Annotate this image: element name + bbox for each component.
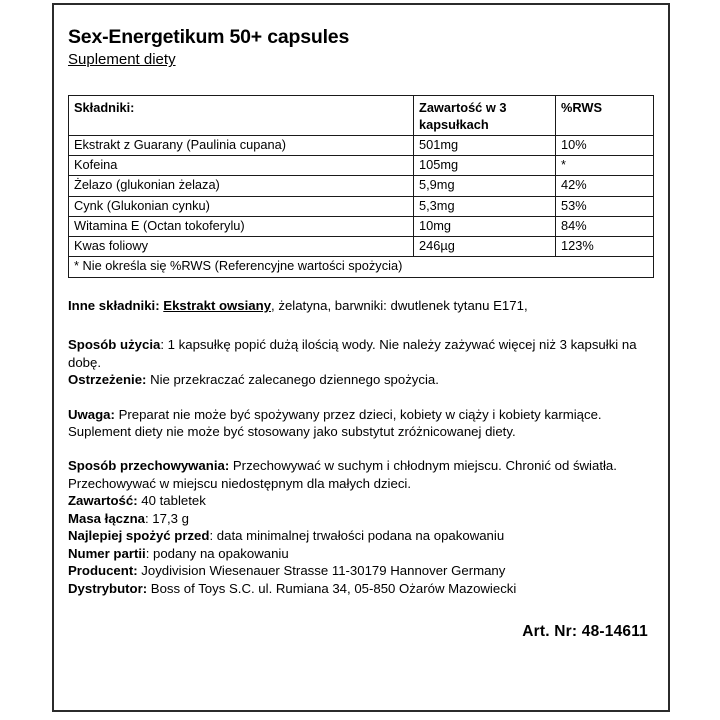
usage-line <box>68 336 654 371</box>
rws-footnote: * Nie określa się %RWS (Referencyjne wartości spożycia) <box>69 257 654 277</box>
table-row <box>69 156 654 176</box>
detail-line-distributor <box>68 580 654 598</box>
product-label-card <box>52 3 670 712</box>
other-ingredients-label: Inne składniki: <box>68 297 160 313</box>
detail-label: Producent: <box>68 563 138 579</box>
nutrition-table <box>68 95 654 277</box>
nutrition-table-head <box>69 96 654 136</box>
cell-ingredient-rws: 84% <box>556 216 654 236</box>
table-row <box>69 216 654 236</box>
storage-line <box>68 457 654 492</box>
detail-label: Dystrybutor: <box>68 580 148 596</box>
detail-label: Zawartość: <box>68 493 138 509</box>
table-row <box>69 176 654 196</box>
cell-ingredient-amount: 501mg <box>414 135 556 155</box>
notice-label: Uwaga: <box>68 406 115 422</box>
product-subtitle: Suplement diety <box>68 51 176 69</box>
table-footnote-row <box>69 257 654 277</box>
storage-text: Przechowywać w suchym i chłodnym miejscu. Chronić od światła. Przechowywać w miejscu niedostępnym dla małych dzieci. <box>68 457 617 491</box>
notice-line <box>68 406 654 441</box>
table-header-row <box>69 96 654 136</box>
warning-line <box>68 371 654 389</box>
cell-ingredient-rws: 53% <box>556 196 654 216</box>
label-text-body <box>68 278 654 598</box>
column-header-ingredients: Składniki: <box>69 96 414 136</box>
warning-label: Ostrzeżenie: <box>68 372 147 388</box>
detail-value: : data minimalnej trwałości podana na opakowaniu <box>209 528 505 544</box>
nutrition-table-body <box>69 135 654 277</box>
spacer <box>68 441 654 457</box>
detail-value: Boss of Toys S.C. ul. Rumiana 34, 05-850 Ożarów Mazowiecki <box>147 580 517 596</box>
table-row <box>69 135 654 155</box>
spacer <box>68 389 654 406</box>
cell-ingredient-name: Kwas foliowy <box>69 237 414 257</box>
detail-line-contents <box>68 492 654 510</box>
detail-line-batch-number <box>68 545 654 563</box>
label-inner-content <box>54 5 668 710</box>
cell-ingredient-amount: 105mg <box>414 156 556 176</box>
usage-text: : 1 kapsułkę popić dużą ilością wody. Nie należy zażywać więcej niż 3 kapsułki na dobę. <box>68 337 637 370</box>
cell-ingredient-name: Ekstrakt z Guarany (Paulinia cupana) <box>69 135 414 155</box>
detail-value: 40 tabletek <box>137 493 206 509</box>
cell-ingredient-name: Żelazo (glukonian żelaza) <box>69 176 414 196</box>
detail-value: : podany na opakowaniu <box>145 545 289 561</box>
detail-value: : 17,3 g <box>144 510 189 526</box>
other-ingredients-highlight: Ekstrakt owsiany <box>163 297 272 313</box>
cell-ingredient-amount: 10mg <box>414 216 556 236</box>
detail-value: Joydivision Wiesenauer Strasse 11-30179 Hannover Germany <box>137 563 506 579</box>
cell-ingredient-rws: 42% <box>556 176 654 196</box>
notice-text: Preparat nie może być spożywany przez dzieci, kobiety w ciąży i kobiety karmiące. Suplement diety nie może być stosowany jako substytut zróżnicowanej diety. <box>68 406 602 440</box>
other-ingredients-rest: , żelatyna, barwniki: dwutlenek tytanu E171, <box>271 297 528 313</box>
page-title: Sex-Energetikum 50+ capsules <box>68 26 350 48</box>
table-row <box>69 196 654 216</box>
detail-label: Masa łączna <box>68 510 145 526</box>
cell-ingredient-name: Kofeina <box>69 156 414 176</box>
cell-ingredient-amount: 5,3mg <box>414 196 556 216</box>
other-ingredients-line <box>68 297 654 315</box>
spacer <box>68 314 654 336</box>
cell-ingredient-amount: 246µg <box>414 237 556 257</box>
usage-label: Sposób użycia <box>68 337 161 353</box>
column-header-rws: %RWS <box>556 96 654 136</box>
cell-ingredient-rws: 123% <box>556 237 654 257</box>
detail-line-producer <box>68 562 654 580</box>
detail-line-net-weight <box>68 510 654 528</box>
cell-ingredient-amount: 5,9mg <box>414 176 556 196</box>
detail-label: Najlepiej spożyć przed <box>68 528 210 544</box>
detail-line-best-before <box>68 527 654 545</box>
cell-ingredient-name: Witamina E (Octan tokoferylu) <box>69 216 414 236</box>
cell-ingredient-name: Cynk (Glukonian cynku) <box>69 196 414 216</box>
cell-ingredient-rws: 10% <box>556 135 654 155</box>
column-header-amount: Zawartość w 3 kapsułkach <box>414 96 556 136</box>
storage-label: Sposób przechowywania: <box>68 457 230 473</box>
warning-text: Nie przekraczać zalecanego dziennego spożycia. <box>146 372 439 388</box>
detail-label: Numer partii <box>68 545 146 561</box>
article-number: Art. Nr: 48-14611 <box>522 623 648 640</box>
cell-ingredient-rws: * <box>556 156 654 176</box>
table-row <box>69 237 654 257</box>
